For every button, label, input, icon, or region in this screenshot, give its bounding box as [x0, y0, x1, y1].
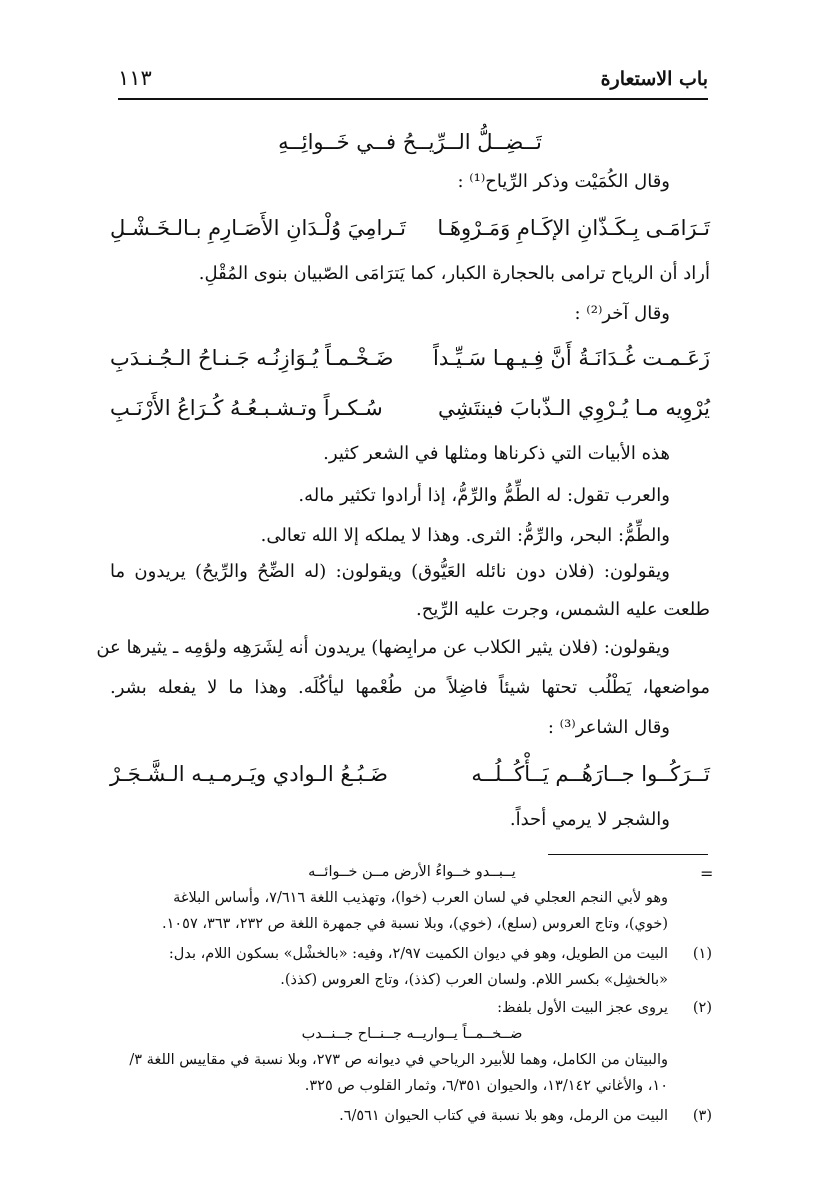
- footnote-text: والبيتان من الكامل، وهما للأبيرد الرياحي في ديوانه ص ٢٧٣، وبلا نسبة في مقاييس اللغة ٣/: [129, 1052, 668, 1068]
- paragraph-line: والشجر لا يرمي أحداً.: [509, 809, 670, 830]
- verse-second-hemistich: تَـرامِيَ وُلْـدَانِ الأَصَـارِمِ بـالـخَـشْـلِ: [110, 216, 406, 240]
- paragraph-line: ويقولون: (فلان دون نائله العَيُّوق) ويقولون: (له الضِّحُ والرِّيحُ) يريدون ما: [110, 561, 670, 582]
- verse-first-hemistich: تَــرَكُــوا جــارَهُــم يَــأْكُــلُــه: [471, 762, 710, 786]
- paragraph-line: هذه الأبيات التي ذكرناها ومثلها في الشعر كثير.: [323, 443, 670, 464]
- footnote-text: البيت من الطويل، وهو في ديوان الكميت ٢/٩٧، وفيه: «بالخشْل» بسكون اللام، بدل:: [168, 946, 668, 962]
- footnote-number: (١): [692, 946, 712, 962]
- paragraph-line: وقال الكُمَيْت وذكر الرِّياح⁽¹⁾ :: [457, 171, 670, 192]
- paragraph-line: أراد أن الرياح ترامى بالحجارة الكبار، كما يَترَامَى الصّبيان بنوى المُقْلِ.: [198, 263, 710, 284]
- paragraph-line: مواضعها، يَطْلُب تحتها شيئاً فاضِلاً من طُعْمها ليأكُلَه. وهذا ما لا يفعله بشر.: [110, 677, 710, 698]
- footnote-text: البيت من الرمل، وهو بلا نسبة في كتاب الحيوان ٦/٥٦١.: [339, 1108, 668, 1124]
- verse-second-hemistich: ضَـبُـعُ الـوادي ويَـرمـيـه الـشَّـجَـرْ: [110, 762, 388, 786]
- footnote-verse: ضــخــمــاً يــواريــه جــنــاح جــنــدب: [301, 1026, 523, 1042]
- verse-second-hemistich: ضَـخْـمـاً يُـوَازِنُـه جَـنـاحُ الـجُـنـدَبِ: [110, 346, 394, 370]
- page-header: [118, 58, 708, 100]
- footnote-divider: [548, 854, 708, 855]
- footnote-text: (خوي)، وتاج العروس (سلع)، (خوي)، وبلا نسبة في جمهرة اللغة ص ٢٣٢، ٣٦٣، ١٠٥٧.: [161, 916, 668, 932]
- verse-line: تَــضِــلُّ الــرِّيــحُ فــي خَــوائِــهِ: [278, 130, 542, 154]
- verse-first-hemistich: زَعَـمـت غُـدَانَـةُ أَنَّ فِـيـهـا سَـيِّـداً: [433, 346, 710, 370]
- paragraph-line: والعرب تقول: له الطِّمُّ والرِّمُّ، إذا أرادوا تكثير ماله.: [298, 485, 670, 506]
- paragraph-line: وقال آخر⁽²⁾ :: [574, 303, 670, 324]
- paragraph-line: والطِّمُّ: البحر، والرِّمُّ: الثرى. وهذا لا يملكه إلا الله تعالى.: [260, 525, 670, 546]
- verse-second-hemistich: سُـكـراً وتـشـبـعُـهُ كُـرَاعُ الأَرْنَـبِ: [110, 396, 383, 420]
- footnote-text: «بالخشِل» بكسر اللام. ولسان العرب (كذذ)، وتاج العروس (كذذ).: [280, 972, 668, 988]
- footnote-text: وهو لأبي النجم العجلي في لسان العرب (خوا)، وتهذيب اللغة ٧/٦١٦، وأساس البلاغة: [173, 890, 668, 906]
- footnote-number: (٣): [692, 1108, 712, 1124]
- verse-first-hemistich: تَـرَامَـى بِـكَـذّانِ الإكَـامِ وَمَـرْوِهَـا: [437, 216, 710, 240]
- chapter-title: باب الاستعارة: [600, 68, 708, 90]
- verse-first-hemistich: يُرْوِيه مـا يُـرْوِي الـذّبابَ فينتَشِي: [437, 396, 710, 420]
- paragraph-line: وقال الشاعر⁽³⁾ :: [547, 717, 670, 738]
- footnote-text: ١٠، والأغاني ١٣/١٤٢، والحيوان ٦/٣٥١، وثمار القلوب ص ٣٢٥.: [304, 1078, 668, 1094]
- paragraph-line: ويقولون: (فلان يثير الكلاب عن مرابِضها) يريدون أنه لِشَرَهِه ولؤمِه ـ يثيرها عن: [96, 637, 670, 658]
- page-number: ١١٣: [118, 66, 152, 90]
- continuation-mark: =: [700, 864, 714, 883]
- footnote-number: (٢): [692, 1000, 712, 1016]
- paragraph-line: طلعت عليه الشمس، وجرت عليه الرِّيح.: [416, 599, 710, 620]
- footnote-verse: يــبــدو خــواءُ الأرض مــن خــوائــه: [308, 864, 516, 880]
- footnote-text: يروى عجز البيت الأول بلفظ:: [497, 1000, 668, 1016]
